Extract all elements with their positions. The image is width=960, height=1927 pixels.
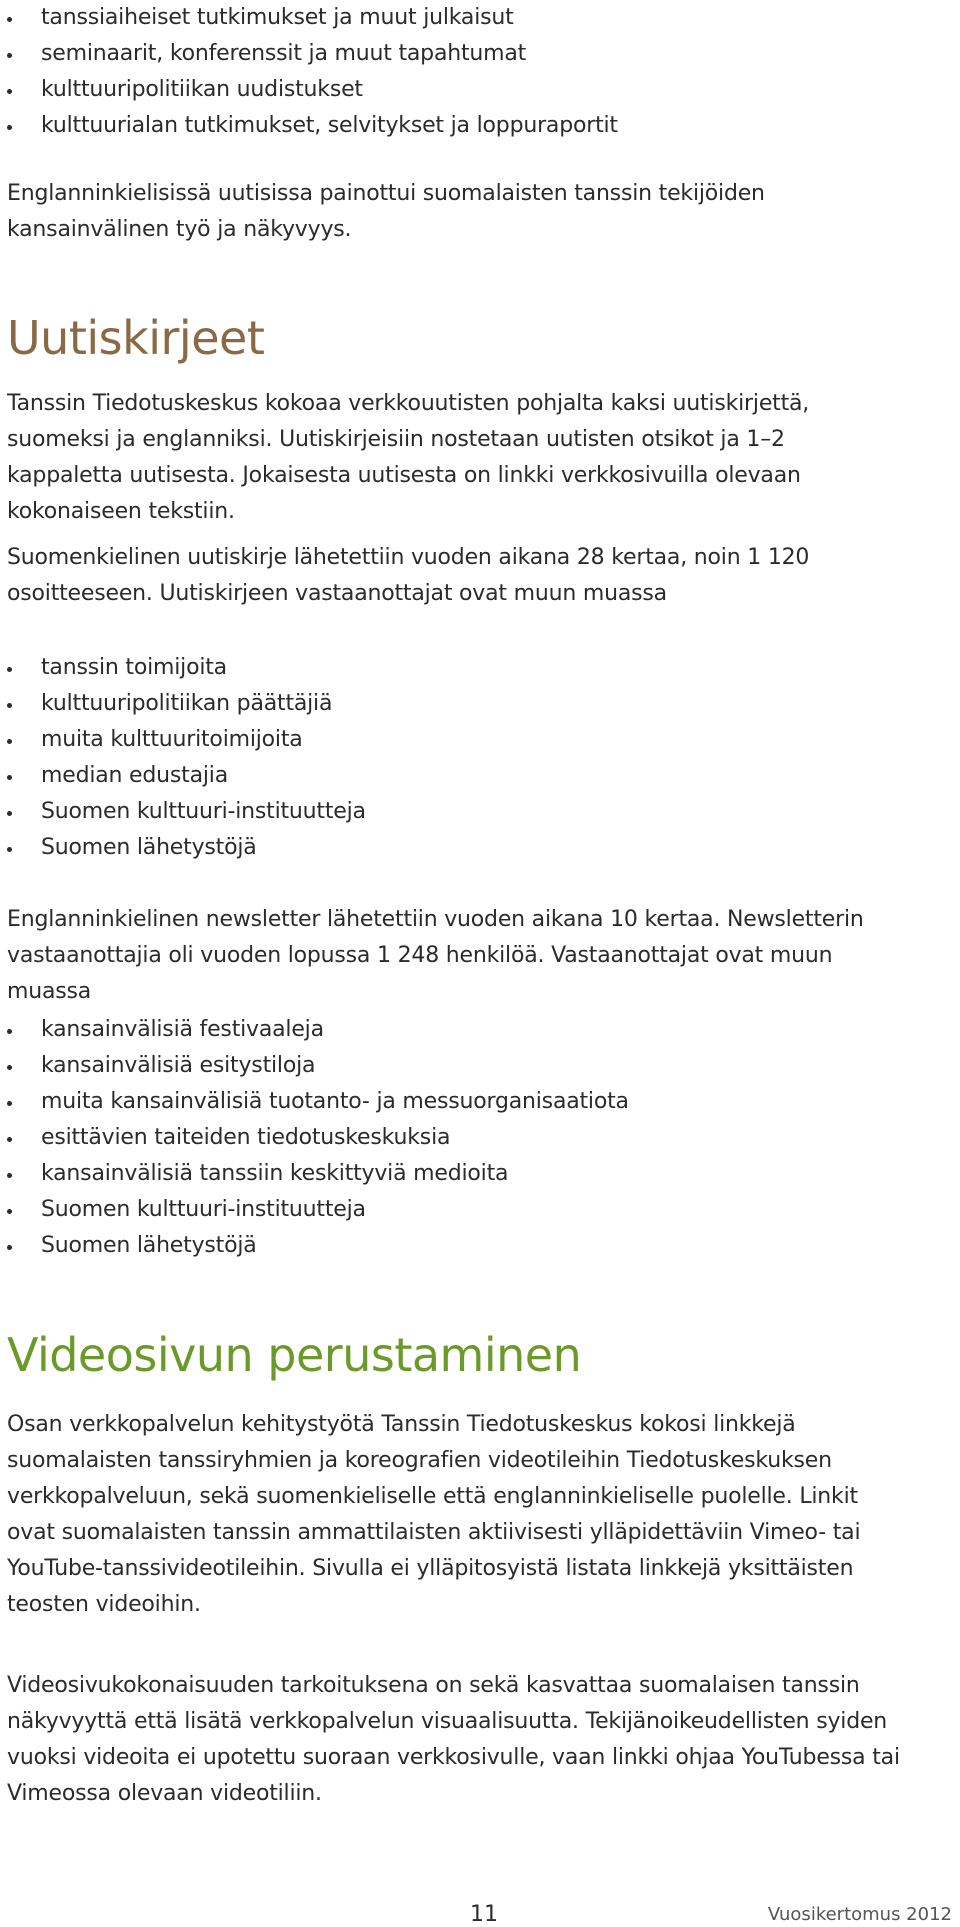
english-news-paragraph: Englanninkielisissä uutisissa painottui suomalaisten tanssin tekijöiden kansainvälinen työ ja näkyvyys. xyxy=(7,181,765,242)
list-item: kulttuurialan tutkimukset, selvitykset ja loppuraportit xyxy=(7,108,907,144)
video-paragraph-2: Videosivukokonaisuuden tarkoituksena on sekä kasvattaa suomalaisen tanssin näkyvyyttä että lisätä verkkopalvelun visuaalisuutta. Tekijänoikeudellisten syiden vuoksi videoita ei upotettu suoraan verkkosivulle, vaan linkki ohjaa YouTubessa tai Vimeossa olevaan videotiliin. xyxy=(7,1673,900,1806)
newsletters-paragraph-1: Tanssin Tiedotuskeskus kokoaa verkkouutisten pohjalta kaksi uutiskirjettä, suomeksi ja englanniksi. Uutiskirjeisiin nostetaan uutisten otsikot ja 1–2 kappaletta uutisesta. Jokaisesta uutisesta on linkki verkkosivuilla olevaan kokonaiseen tekstiin. xyxy=(7,391,810,524)
finnish-recipients-list xyxy=(7,650,907,866)
list-item: muita kulttuuritoimijoita xyxy=(7,722,907,758)
publication-types-list xyxy=(7,0,907,144)
video-page-heading: Videosivun perustaminen xyxy=(7,1328,582,1382)
video-paragraph-1: Osan verkkopalvelun kehitystyötä Tanssin Tiedotuskeskus kokosi linkkejä suomalaisten tanssiryhmien ja koreografien videotileihin Tiedotuskeskuksen verkkopalveluun, sekä suomenkieliselle että englanninkieliselle puolelle. Linkit ovat suomalaisten tanssin ammattilaisten aktiivisesti ylläpidettäviin Vimeo- tai YouTube-tanssivideotileihin. Sivulla ei ylläpitosyistä listata linkkejä yksittäisten teosten videoihin. xyxy=(7,1412,861,1617)
list-item: esittävien taiteiden tiedotuskeskuksia xyxy=(7,1120,907,1156)
page-number: 11 xyxy=(470,1902,498,1927)
list-item: Suomen kulttuuri-instituutteja xyxy=(7,794,907,830)
english-recipients-list xyxy=(7,1012,907,1264)
list-item: kulttuuripolitiikan uudistukset xyxy=(7,72,907,108)
list-item: kansainvälisiä festivaaleja xyxy=(7,1012,907,1048)
list-item: tanssiaiheiset tutkimukset ja muut julkaisut xyxy=(7,0,907,36)
list-item: Suomen lähetystöjä xyxy=(7,1228,907,1264)
list-item: tanssin toimijoita xyxy=(7,650,907,686)
document-title: Vuosikertomus 2012 xyxy=(767,1904,952,1925)
list-item: muita kansainvälisiä tuotanto- ja messuorganisaatiota xyxy=(7,1084,907,1120)
list-item: Suomen lähetystöjä xyxy=(7,830,907,866)
newsletters-paragraph-3: Englanninkielinen newsletter lähetettiin vuoden aikana 10 kertaa. Newsletterin vastaanottajia oli vuoden lopussa 1 248 henkilöä. Vastaanottajat ovat muun muassa xyxy=(7,907,864,1004)
newsletters-paragraph-2: Suomenkielinen uutiskirje lähetettiin vuoden aikana 28 kertaa, noin 1 120 osoitteeseen. Uutiskirjeen vastaanottajat ovat muun muassa xyxy=(7,545,810,606)
list-item: median edustajia xyxy=(7,758,907,794)
list-item: kansainvälisiä tanssiin keskittyviä medioita xyxy=(7,1156,907,1192)
list-item: seminaarit, konferenssit ja muut tapahtumat xyxy=(7,36,907,72)
newsletters-heading: Uutiskirjeet xyxy=(7,311,265,365)
list-item: kulttuuripolitiikan päättäjiä xyxy=(7,686,907,722)
list-item: kansainvälisiä esitystiloja xyxy=(7,1048,907,1084)
list-item: Suomen kulttuuri-instituutteja xyxy=(7,1192,907,1228)
